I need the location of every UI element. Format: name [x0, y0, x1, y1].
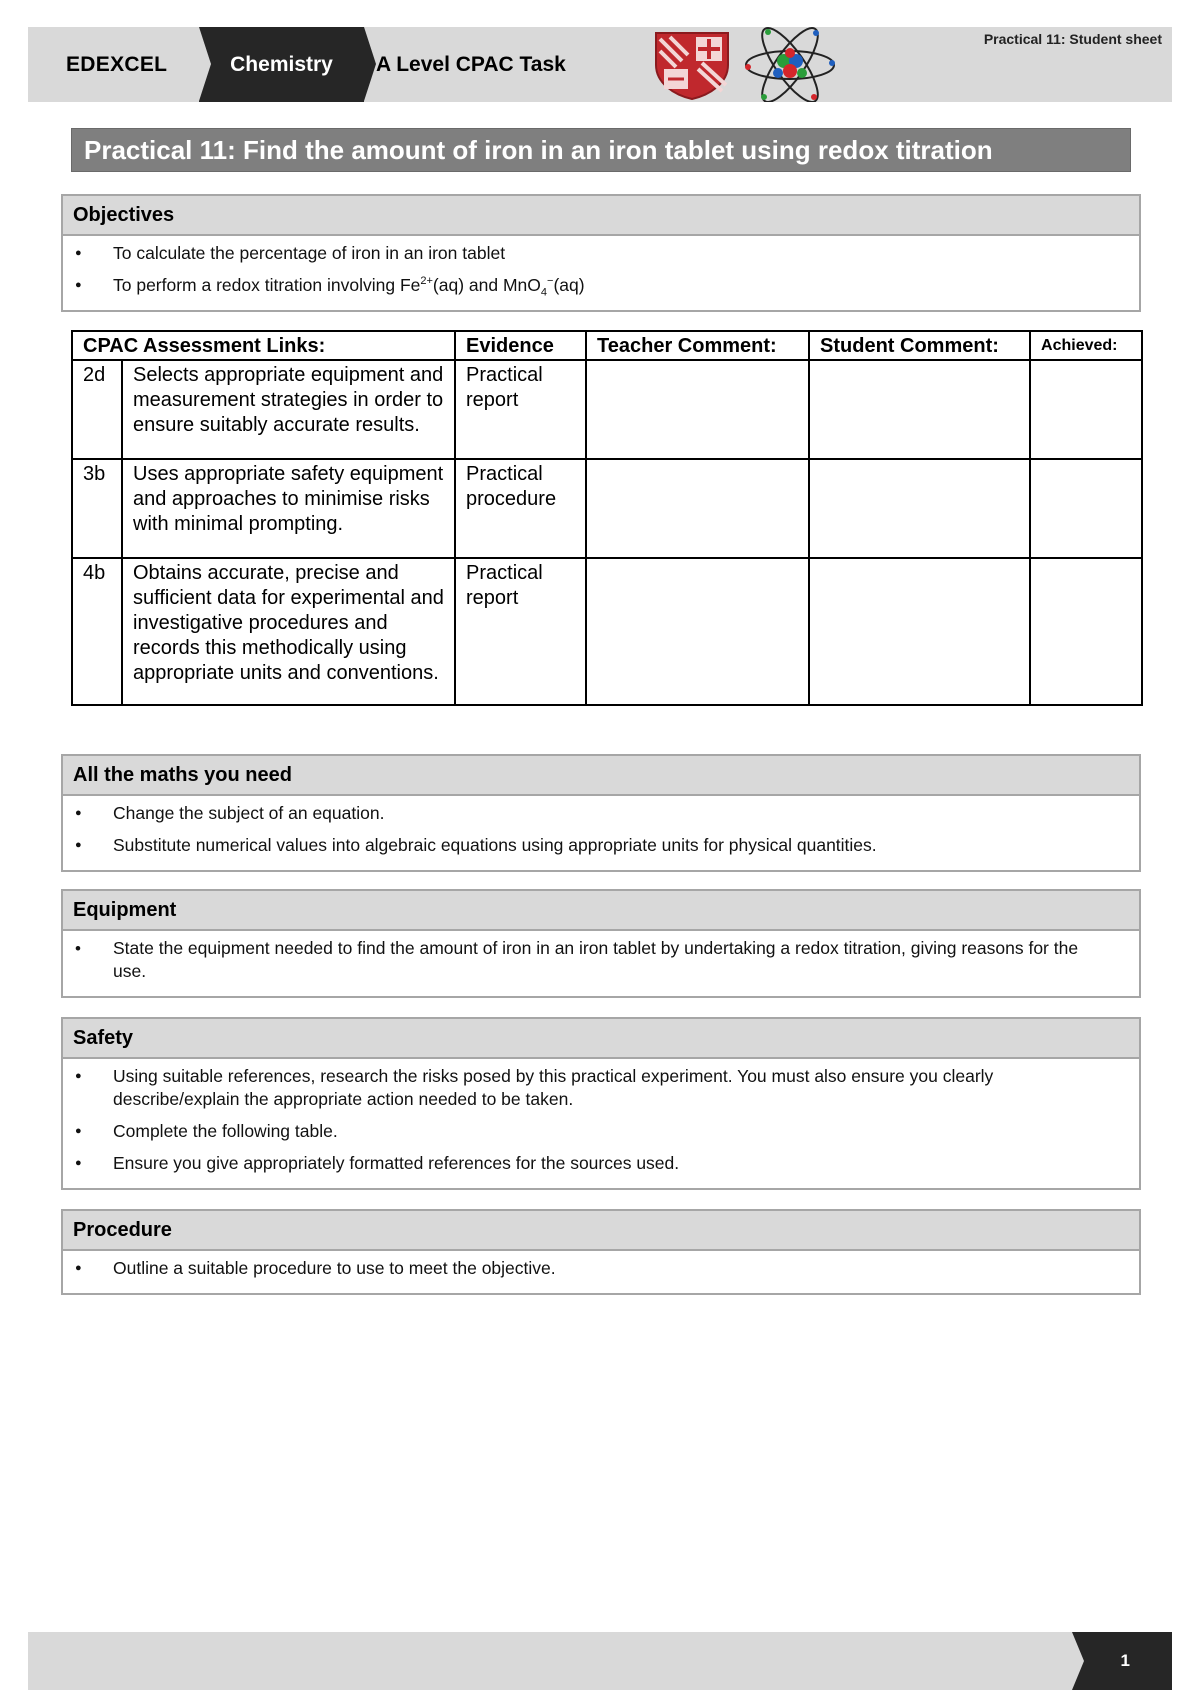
- objective-text-pre: To perform a redox titration involving Fe: [113, 275, 421, 295]
- criterion-code: 2d: [72, 360, 122, 459]
- procedure-list: [63, 1251, 1139, 1293]
- objective-text: To calculate the percentage of iron in an iron tablet: [113, 243, 506, 263]
- evidence-cell: Practical procedure: [455, 459, 586, 558]
- table-header-row: [72, 331, 1142, 360]
- header-teacher-comment: Teacher Comment:: [586, 331, 809, 360]
- criterion-code: 4b: [72, 558, 122, 705]
- student-comment-cell[interactable]: [809, 459, 1030, 558]
- mno4-charge: −: [547, 275, 554, 288]
- header-evidence: Evidence: [455, 331, 586, 360]
- criterion-description: Selects appropriate equipment and measurement strategies in order to ensure suitably accurate results.: [122, 360, 455, 459]
- header-links: CPAC Assessment Links:: [72, 331, 455, 360]
- equipment-list: [63, 931, 1139, 996]
- task-label: A Level CPAC Task: [376, 53, 566, 76]
- safety-item: ● Using suitable references, research the risks posed by this practical experiment. You must also ensure you clearly describe/explain the appropriate action needed to be taken.: [63, 1065, 1139, 1111]
- safety-item: ● Complete the following table.: [63, 1120, 1139, 1143]
- page-footer: [28, 1632, 1172, 1690]
- procedure-section: [61, 1209, 1141, 1295]
- evidence-cell: Practical report: [455, 360, 586, 459]
- sheet-label: Practical 11: Student sheet: [983, 31, 1162, 47]
- header-student-comment: Student Comment:: [809, 331, 1030, 360]
- objectives-section: [61, 194, 1141, 312]
- table-row: [72, 558, 1142, 705]
- exam-board-label: EDEXCEL: [66, 53, 168, 76]
- atom-icon: [740, 27, 840, 102]
- maths-item: ● Substitute numerical values into algebraic equations using appropriate units for physical quantities.: [63, 834, 1139, 857]
- table-row: [72, 360, 1142, 459]
- page-title: Practical 11: Find the amount of iron in an iron tablet using redox titration: [71, 128, 1131, 172]
- evidence-cell: Practical report: [455, 558, 586, 705]
- student-comment-cell[interactable]: [809, 558, 1030, 705]
- achieved-cell[interactable]: [1030, 459, 1142, 558]
- maths-list: [63, 796, 1139, 870]
- maths-section: [61, 754, 1141, 872]
- school-crest-icon: [652, 29, 732, 101]
- subject-label: Chemistry: [199, 27, 364, 102]
- header-achieved: Achieved:: [1030, 331, 1142, 360]
- page-header: [28, 27, 1172, 102]
- header-chevron-in: [199, 27, 211, 101]
- objective-item: [63, 274, 1139, 297]
- teacher-comment-cell[interactable]: [586, 360, 809, 459]
- equipment-item: • State the equipment needed to find the amount of iron in an iron tablet by undertaking a redox titration, giving reasons for the use.: [63, 937, 1139, 983]
- objective-item: [63, 242, 1139, 265]
- safety-section: [61, 1017, 1141, 1190]
- maths-item: ● Change the subject of an equation.: [63, 802, 1139, 825]
- criterion-description: Obtains accurate, precise and sufficient data for experimental and investigative procedures and records this methodically using appropriate units and conventions.: [122, 558, 455, 705]
- fe-charge: 2+: [420, 275, 433, 288]
- objective-text-post: (aq): [553, 275, 585, 295]
- objective-text-mid: (aq) and MnO: [432, 275, 541, 295]
- procedure-heading: Procedure: [63, 1211, 1139, 1251]
- mno4-subscript: 4: [540, 286, 548, 299]
- teacher-comment-cell[interactable]: [586, 558, 809, 705]
- safety-heading: Safety: [63, 1019, 1139, 1059]
- teacher-comment-cell[interactable]: [586, 459, 809, 558]
- table-row: [72, 459, 1142, 558]
- equipment-heading: Equipment: [63, 891, 1139, 931]
- equipment-section: [61, 889, 1141, 998]
- criterion-description: Uses appropriate safety equipment and approaches to minimise risks with minimal prompting.: [122, 459, 455, 558]
- cpac-assessment-table: [71, 330, 1143, 706]
- header-chevron-out: [364, 27, 376, 101]
- achieved-cell[interactable]: [1030, 558, 1142, 705]
- achieved-cell[interactable]: [1030, 360, 1142, 459]
- safety-item: ● Ensure you give appropriately formatted references for the sources used.: [63, 1152, 1139, 1175]
- objectives-list: [63, 236, 1139, 310]
- page-number: 1: [1072, 1632, 1172, 1690]
- procedure-item: ● Outline a suitable procedure to use to meet the objective.: [63, 1257, 1139, 1280]
- maths-heading: All the maths you need: [63, 756, 1139, 796]
- footer-chevron: [1072, 1632, 1084, 1690]
- objectives-heading: Objectives: [63, 196, 1139, 236]
- criterion-code: 3b: [72, 459, 122, 558]
- safety-list: [63, 1059, 1139, 1188]
- student-comment-cell[interactable]: [809, 360, 1030, 459]
